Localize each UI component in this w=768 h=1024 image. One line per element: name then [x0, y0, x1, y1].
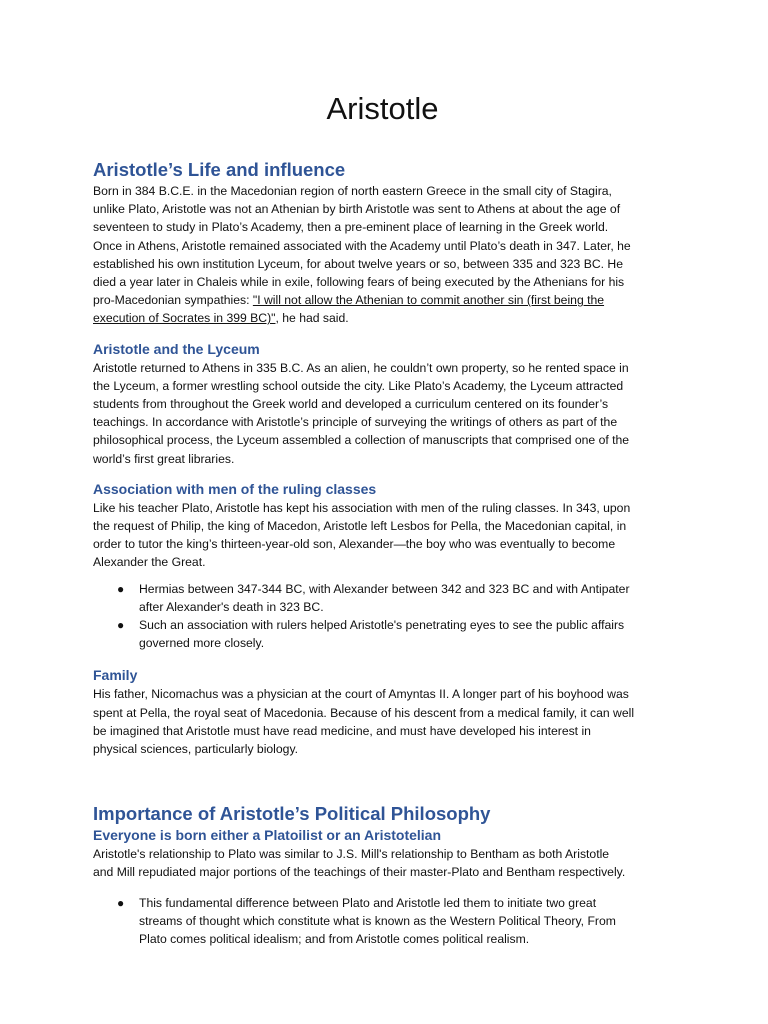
bullet-list-importance: [93, 894, 658, 949]
text-line: Born in 384 B.C.E. in the Macedonian region of north eastern Greece in the small city of Stagira,: [93, 184, 612, 198]
text-line: teachings. In accordance with Aristotle’s principle of surveying the writings of others as part of the: [93, 415, 618, 430]
text-line: governed more closely.: [139, 636, 265, 651]
text-line: seventeen to study in Plato’s Academy, then a pre-eminent place of learning in the Greek world.: [93, 220, 609, 235]
text-line: students from throughout the Greek world and developed a curriculum centered on its founder’s: [93, 397, 609, 412]
text-line: established his own institution Lyceum, for about twelve years or so, between 335 and 323 BC. He: [93, 256, 624, 271]
text-line: unlike Plato, Aristotle was not an Athenian by birth Aristotle was sent to Athens at about the age of: [93, 202, 621, 217]
text-line: order to tutor the king’s thirteen-year-old son, Alexander—the boy who was eventually to become: [93, 537, 616, 552]
list-item: [117, 894, 658, 949]
heading-family: Family: [93, 667, 138, 684]
paragraph-association: [93, 499, 658, 572]
paragraph-life: [93, 182, 658, 328]
text-line: be imagined that Aristotle must have read medicine, and must have developed his interest in: [93, 723, 591, 738]
text-line: the request of Philip, the king of Macedon, Aristotle left Lesbos for Pella, the Macedonian capital, in: [93, 519, 627, 534]
bullet-list-association: [93, 580, 658, 653]
text-line: Plato comes political idealism; and from Aristotle comes political realism.: [139, 932, 530, 947]
list-item: [117, 616, 658, 652]
subheading-platoilist: Everyone is born either a Platoilist or an Aristotelian: [93, 827, 442, 844]
list-item: [117, 580, 658, 616]
paragraph-family: [93, 685, 658, 758]
heading-lyceum: Aristotle and the Lyceum: [93, 340, 260, 357]
text-line: Aristotle returned to Athens in 335 B.C. As an alien, he couldn’t own property, so he rented space in: [93, 360, 629, 375]
bullet-icon: ●: [117, 618, 125, 633]
text-line: , he had said.: [275, 311, 349, 326]
text-line: philosophical process, the Lyceum assembled a collection of manuscripts that comprised one of the: [93, 433, 630, 448]
paragraph-lyceum: [93, 359, 658, 468]
text-line: This fundamental difference between Plato and Aristotle led them to initiate two great: [139, 895, 597, 910]
bullet-icon: ●: [117, 581, 125, 596]
text-line: and Mill repudiated major portions of the teachings of their master-Plato and Bentham respectively.: [93, 865, 626, 880]
heading-life-and-influence: Aristotle’s Life and influence: [93, 159, 346, 180]
quote-underlined: execution of Socrates in 399 BC)": [93, 311, 276, 326]
text-line: world’s first great libraries.: [93, 451, 235, 466]
quote-underlined: "I will not allow the Athenian to commit another sin (first being the: [252, 293, 605, 308]
text-line: Like his teacher Plato, Aristotle has kept his association with men of the ruling classes. In 343, upon: [93, 500, 631, 515]
text-line: physical sciences, particularly biology.: [93, 742, 299, 757]
text-line: pro-Macedonian sympathies:: [93, 293, 253, 308]
text-line: streams of thought which constitute what is known as the Western Political Theory, From: [139, 913, 616, 928]
text-line: Hermias between 347-344 BC, with Alexander between 342 and 323 BC and with Antipater: [139, 581, 630, 596]
text-line: the Lyceum, a former wrestling school outside the city. Like Plato’s Academy, the Lyceum attracted: [93, 378, 624, 393]
text-line: His father, Nicomachus was a physician at the court of Amyntas II. A longer part of his boyhood was: [93, 687, 629, 702]
paragraph-importance: [93, 845, 658, 881]
text-line: Once in Athens, Aristotle remained associated with the Academy until Plato’s death in 347. Later, he: [93, 238, 631, 253]
heading-association: Association with men of the ruling classes: [93, 480, 377, 497]
text-line: Aristotle's relationship to Plato was similar to J.S. Mill's relationship to Bentham as both Aristotle: [93, 847, 610, 862]
text-line: died a year later in Chaleis while in exile, following fears of being executed by the Athenians for his: [93, 275, 625, 290]
document-title: Aristotle: [326, 91, 439, 126]
text-line: spent at Pella, the royal seat of Macedonia. Because of his descent from a medical family, it can well: [93, 705, 635, 720]
text-line: after Alexander's death in 323 BC.: [139, 599, 324, 614]
heading-importance: Importance of Aristotle’s Political Philosophy: [93, 803, 491, 825]
bullet-icon: ●: [117, 895, 125, 910]
text-line: Such an association with rulers helped Aristotle's penetrating eyes to see the public affairs: [139, 618, 625, 633]
text-line: Alexander the Great.: [93, 555, 206, 570]
